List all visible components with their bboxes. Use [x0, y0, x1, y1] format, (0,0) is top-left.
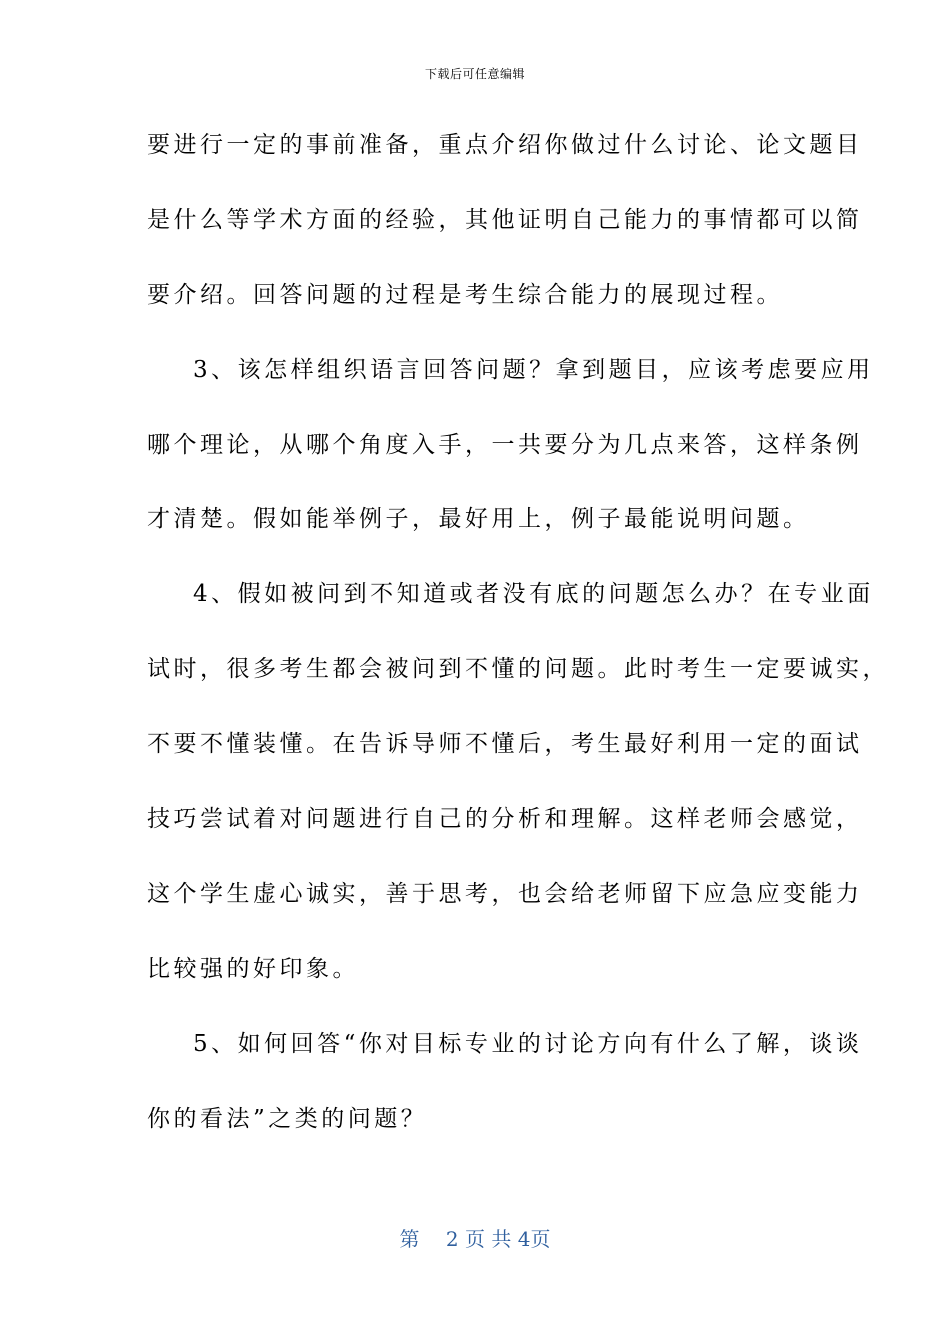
text-line: 试时，很多考生都会被问到不懂的问题。此时考生一定要诚实，	[147, 656, 889, 683]
page-footer	[0, 1225, 950, 1253]
text-line: 是什么等学术方面的经验，其他证明自己能力的事情都可以简	[147, 206, 863, 233]
footer-current-page: 2	[445, 1227, 459, 1251]
document-body	[147, 125, 889, 1173]
footer-suffix: 页	[530, 1227, 551, 1251]
footer-prefix: 第	[399, 1227, 420, 1251]
footer-middle: 页 共	[465, 1227, 512, 1251]
text-line: 3、该怎样组织语言回答问题？拿到题目，应该考虑要应用	[193, 356, 874, 383]
text-line: 技巧尝试着对问题进行自己的分析和理解。这样老师会感觉，	[147, 806, 863, 833]
text-line: 比较强的好印象。	[147, 955, 359, 982]
text-line: 你的看法”之类的问题？	[147, 1105, 428, 1132]
header-text: 下载后可任意编辑	[424, 67, 525, 81]
text-line: 要介绍。回答问题的过程是考生综合能力的展现过程。	[147, 281, 783, 308]
text-line: 不要不懂装懂。在告诉导师不懂后，考生最好利用一定的面试	[147, 731, 863, 758]
text-line: 哪个理论，从哪个角度入手，一共要分为几点来答，这样条例	[147, 431, 863, 458]
text-line: 4、假如被问到不知道或者没有底的问题怎么办？在专业面	[193, 581, 874, 608]
page-header	[0, 66, 950, 82]
text-line: 才清楚。假如能举例子，最好用上，例子最能说明问题。	[147, 506, 810, 533]
text-line: 5、如何回答“你对目标专业的讨论方向有什么了解，谈谈	[193, 1030, 863, 1057]
footer-total-pages: 4	[517, 1227, 531, 1251]
text-line: 这个学生虚心诚实，善于思考，也会给老师留下应急应变能力	[147, 880, 863, 907]
text-line: 要进行一定的事前准备，重点介绍你做过什么讨论、论文题目	[147, 132, 863, 158]
